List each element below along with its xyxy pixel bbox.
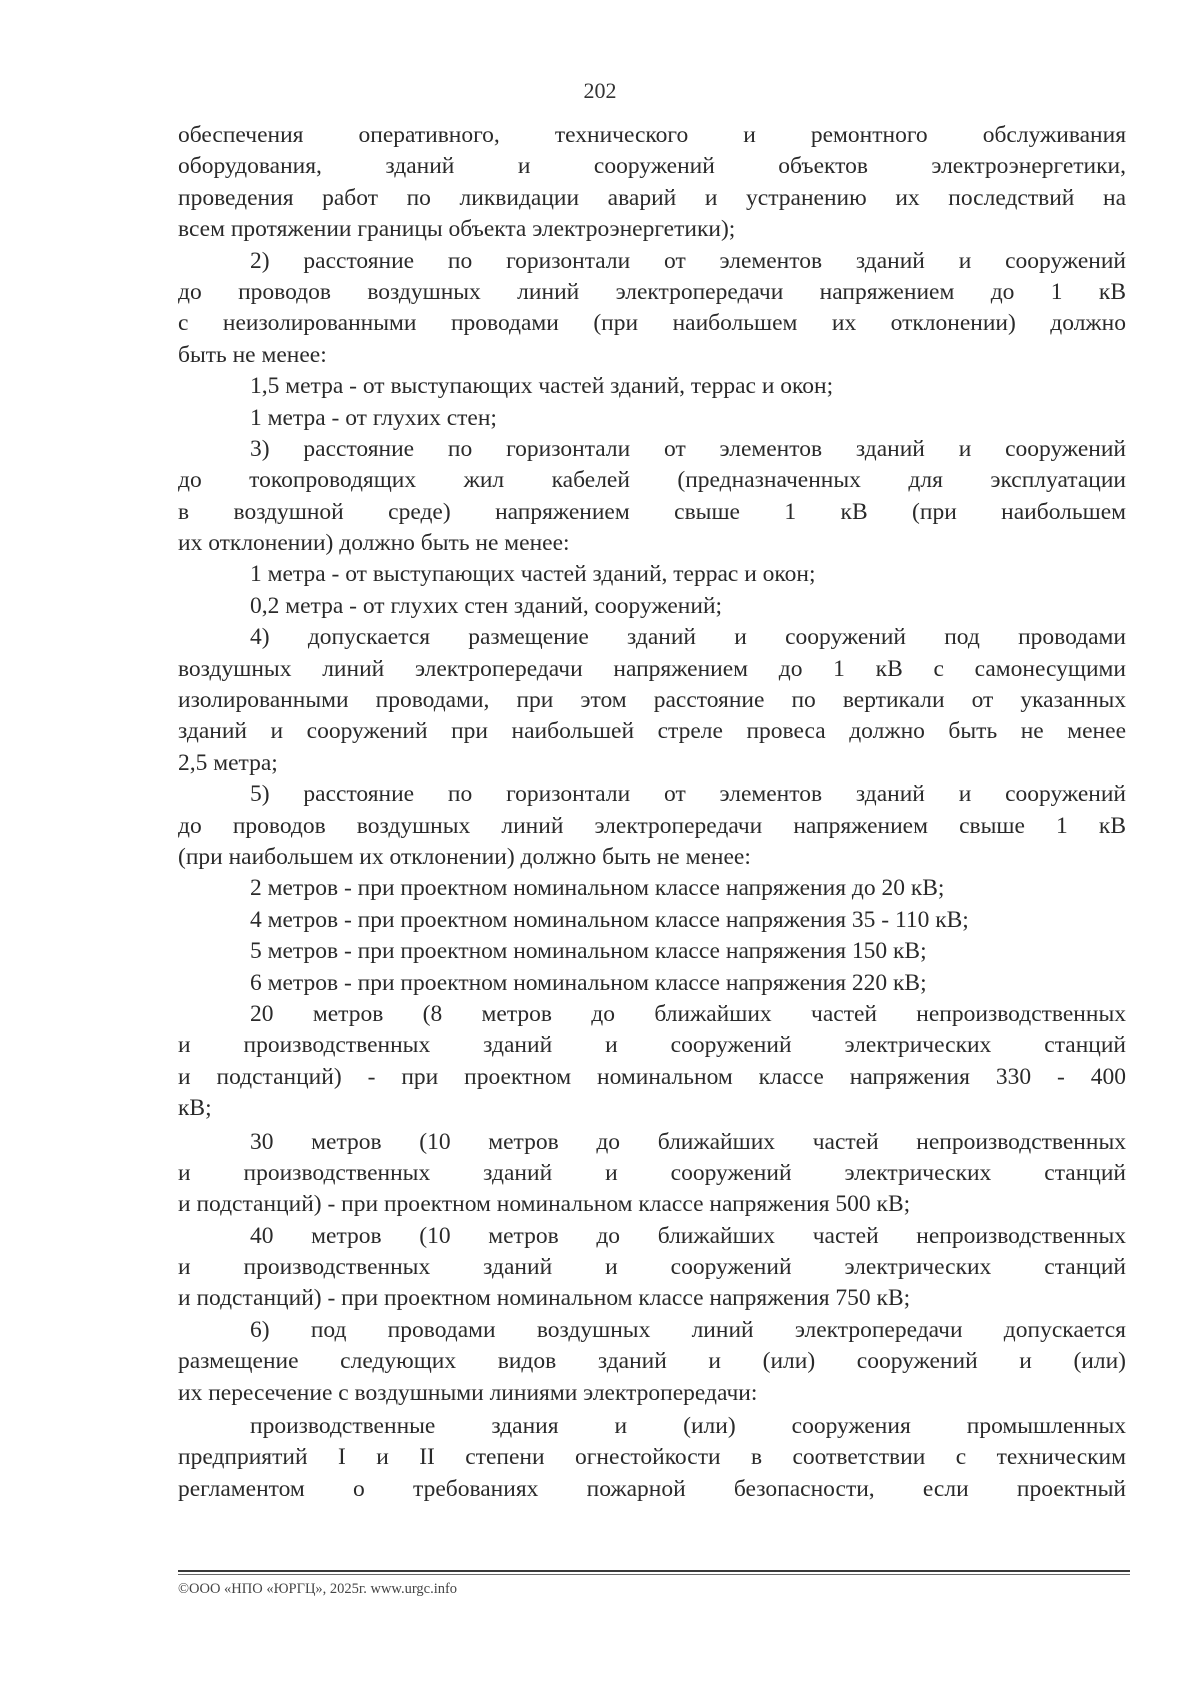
text-line: регламентом о требованиях пожарной безопасности, если проектный bbox=[178, 1475, 1126, 1502]
text-line: 5 метров - при проектном номинальном классе напряжения 150 кВ; bbox=[250, 938, 927, 965]
text-line: 20 метров (8 метров до ближайших частей непроизводственных bbox=[250, 1000, 1126, 1027]
text-line: изолированными проводами, при этом расстояние по вертикали от указанных bbox=[178, 687, 1126, 714]
text-line: и производственных зданий и сооружений электрических станций bbox=[178, 1254, 1126, 1281]
text-line: 4 метров - при проектном номинальном классе напряжения 35 - 110 кВ; bbox=[250, 906, 969, 933]
footer-divider bbox=[178, 1570, 1130, 1572]
text-line: (при наибольшем их отклонении) должно быть не менее: bbox=[178, 843, 751, 870]
text-line: 2,5 метра; bbox=[178, 749, 278, 776]
text-line: и подстанций) - при проектном номинальном классе напряжения 500 кВ; bbox=[178, 1191, 911, 1218]
text-line: до проводов воздушных линий электропередачи напряжением до 1 кВ bbox=[178, 278, 1126, 305]
text-line: 3) расстояние по горизонтали от элементов зданий и сооружений bbox=[250, 435, 1126, 462]
text-line: 1,5 метра - от выступающих частей зданий, террас и окон; bbox=[250, 373, 834, 400]
page-number: 202 bbox=[583, 78, 617, 103]
text-line: проведения работ по ликвидации аварий и устранению их последствий на bbox=[178, 184, 1126, 211]
text-line: 2 метров - при проектном номинальном классе напряжения до 20 кВ; bbox=[250, 875, 945, 902]
text-line: и производственных зданий и сооружений электрических станций bbox=[178, 1159, 1126, 1186]
text-line: и подстанций) - при проектном номинальном классе напряжения 330 - 400 bbox=[178, 1063, 1126, 1090]
text-line: 30 метров (10 метров до ближайших частей непроизводственных bbox=[250, 1128, 1126, 1155]
text-line: 1 метра - от выступающих частей зданий, террас и окон; bbox=[250, 561, 816, 588]
text-line: их отклонении) должно быть не менее: bbox=[178, 530, 570, 557]
text-line: в воздушной среде) напряжением свыше 1 кВ (при наибольшем bbox=[178, 498, 1126, 525]
text-line: быть не менее: bbox=[178, 341, 327, 368]
text-line: размещение следующих видов зданий и (или) сооружений и (или) bbox=[178, 1348, 1126, 1375]
text-line: зданий и сооружений при наибольшей стреле провеса должно быть не менее bbox=[178, 718, 1126, 745]
text-line: 6 метров - при проектном номинальном классе напряжения 220 кВ; bbox=[250, 969, 927, 996]
text-line: воздушных линий электропередачи напряжением до 1 кВ с самонесущими bbox=[178, 655, 1126, 682]
text-line: до проводов воздушных линий электропередачи напряжением свыше 1 кВ bbox=[178, 812, 1126, 839]
text-line: с неизолированными проводами (при наибольшем их отклонении) должно bbox=[178, 310, 1126, 337]
text-line: и подстанций) - при проектном номинальном классе напряжения 750 кВ; bbox=[178, 1285, 911, 1312]
text-line: 6) под проводами воздушных линий электропередачи допускается bbox=[250, 1316, 1126, 1343]
text-line: производственные здания и (или) сооружения промышленных bbox=[250, 1413, 1126, 1440]
footer-divider-thin bbox=[178, 1574, 1130, 1575]
text-line: кВ; bbox=[178, 1095, 212, 1122]
text-line: 4) допускается размещение зданий и сооружений под проводами bbox=[250, 624, 1126, 651]
text-line: предприятий I и II степени огнестойкости в соответствии с техническим bbox=[178, 1444, 1126, 1471]
text-line: всем протяжении границы объекта электроэнергетики); bbox=[178, 216, 736, 243]
text-line: 5) расстояние по горизонтали от элементов зданий и сооружений bbox=[250, 781, 1126, 808]
text-line: 40 метров (10 метров до ближайших частей непроизводственных bbox=[250, 1222, 1126, 1249]
text-line: оборудования, зданий и сооружений объектов электроэнергетики, bbox=[178, 153, 1126, 180]
text-line: 2) расстояние по горизонтали от элементов зданий и сооружений bbox=[250, 247, 1126, 274]
text-line: обеспечения оперативного, технического и ремонтного обслуживания bbox=[178, 122, 1126, 148]
text-line: до токопроводящих жил кабелей (предназначенных для эксплуатации bbox=[178, 467, 1126, 494]
text-line: 0,2 метра - от глухих стен зданий, сооружений; bbox=[250, 592, 723, 619]
text-line: их пересечение с воздушными линиями электропередачи: bbox=[178, 1379, 758, 1406]
footer-copyright: ©ООО «НПО «ЮРГЦ», 2025г. www.urgc.info bbox=[178, 1581, 458, 1597]
document-body bbox=[178, 120, 1126, 1505]
text-line: и производственных зданий и сооружений электрических станций bbox=[178, 1032, 1126, 1059]
text-line: 1 метра - от глухих стен; bbox=[250, 404, 497, 431]
